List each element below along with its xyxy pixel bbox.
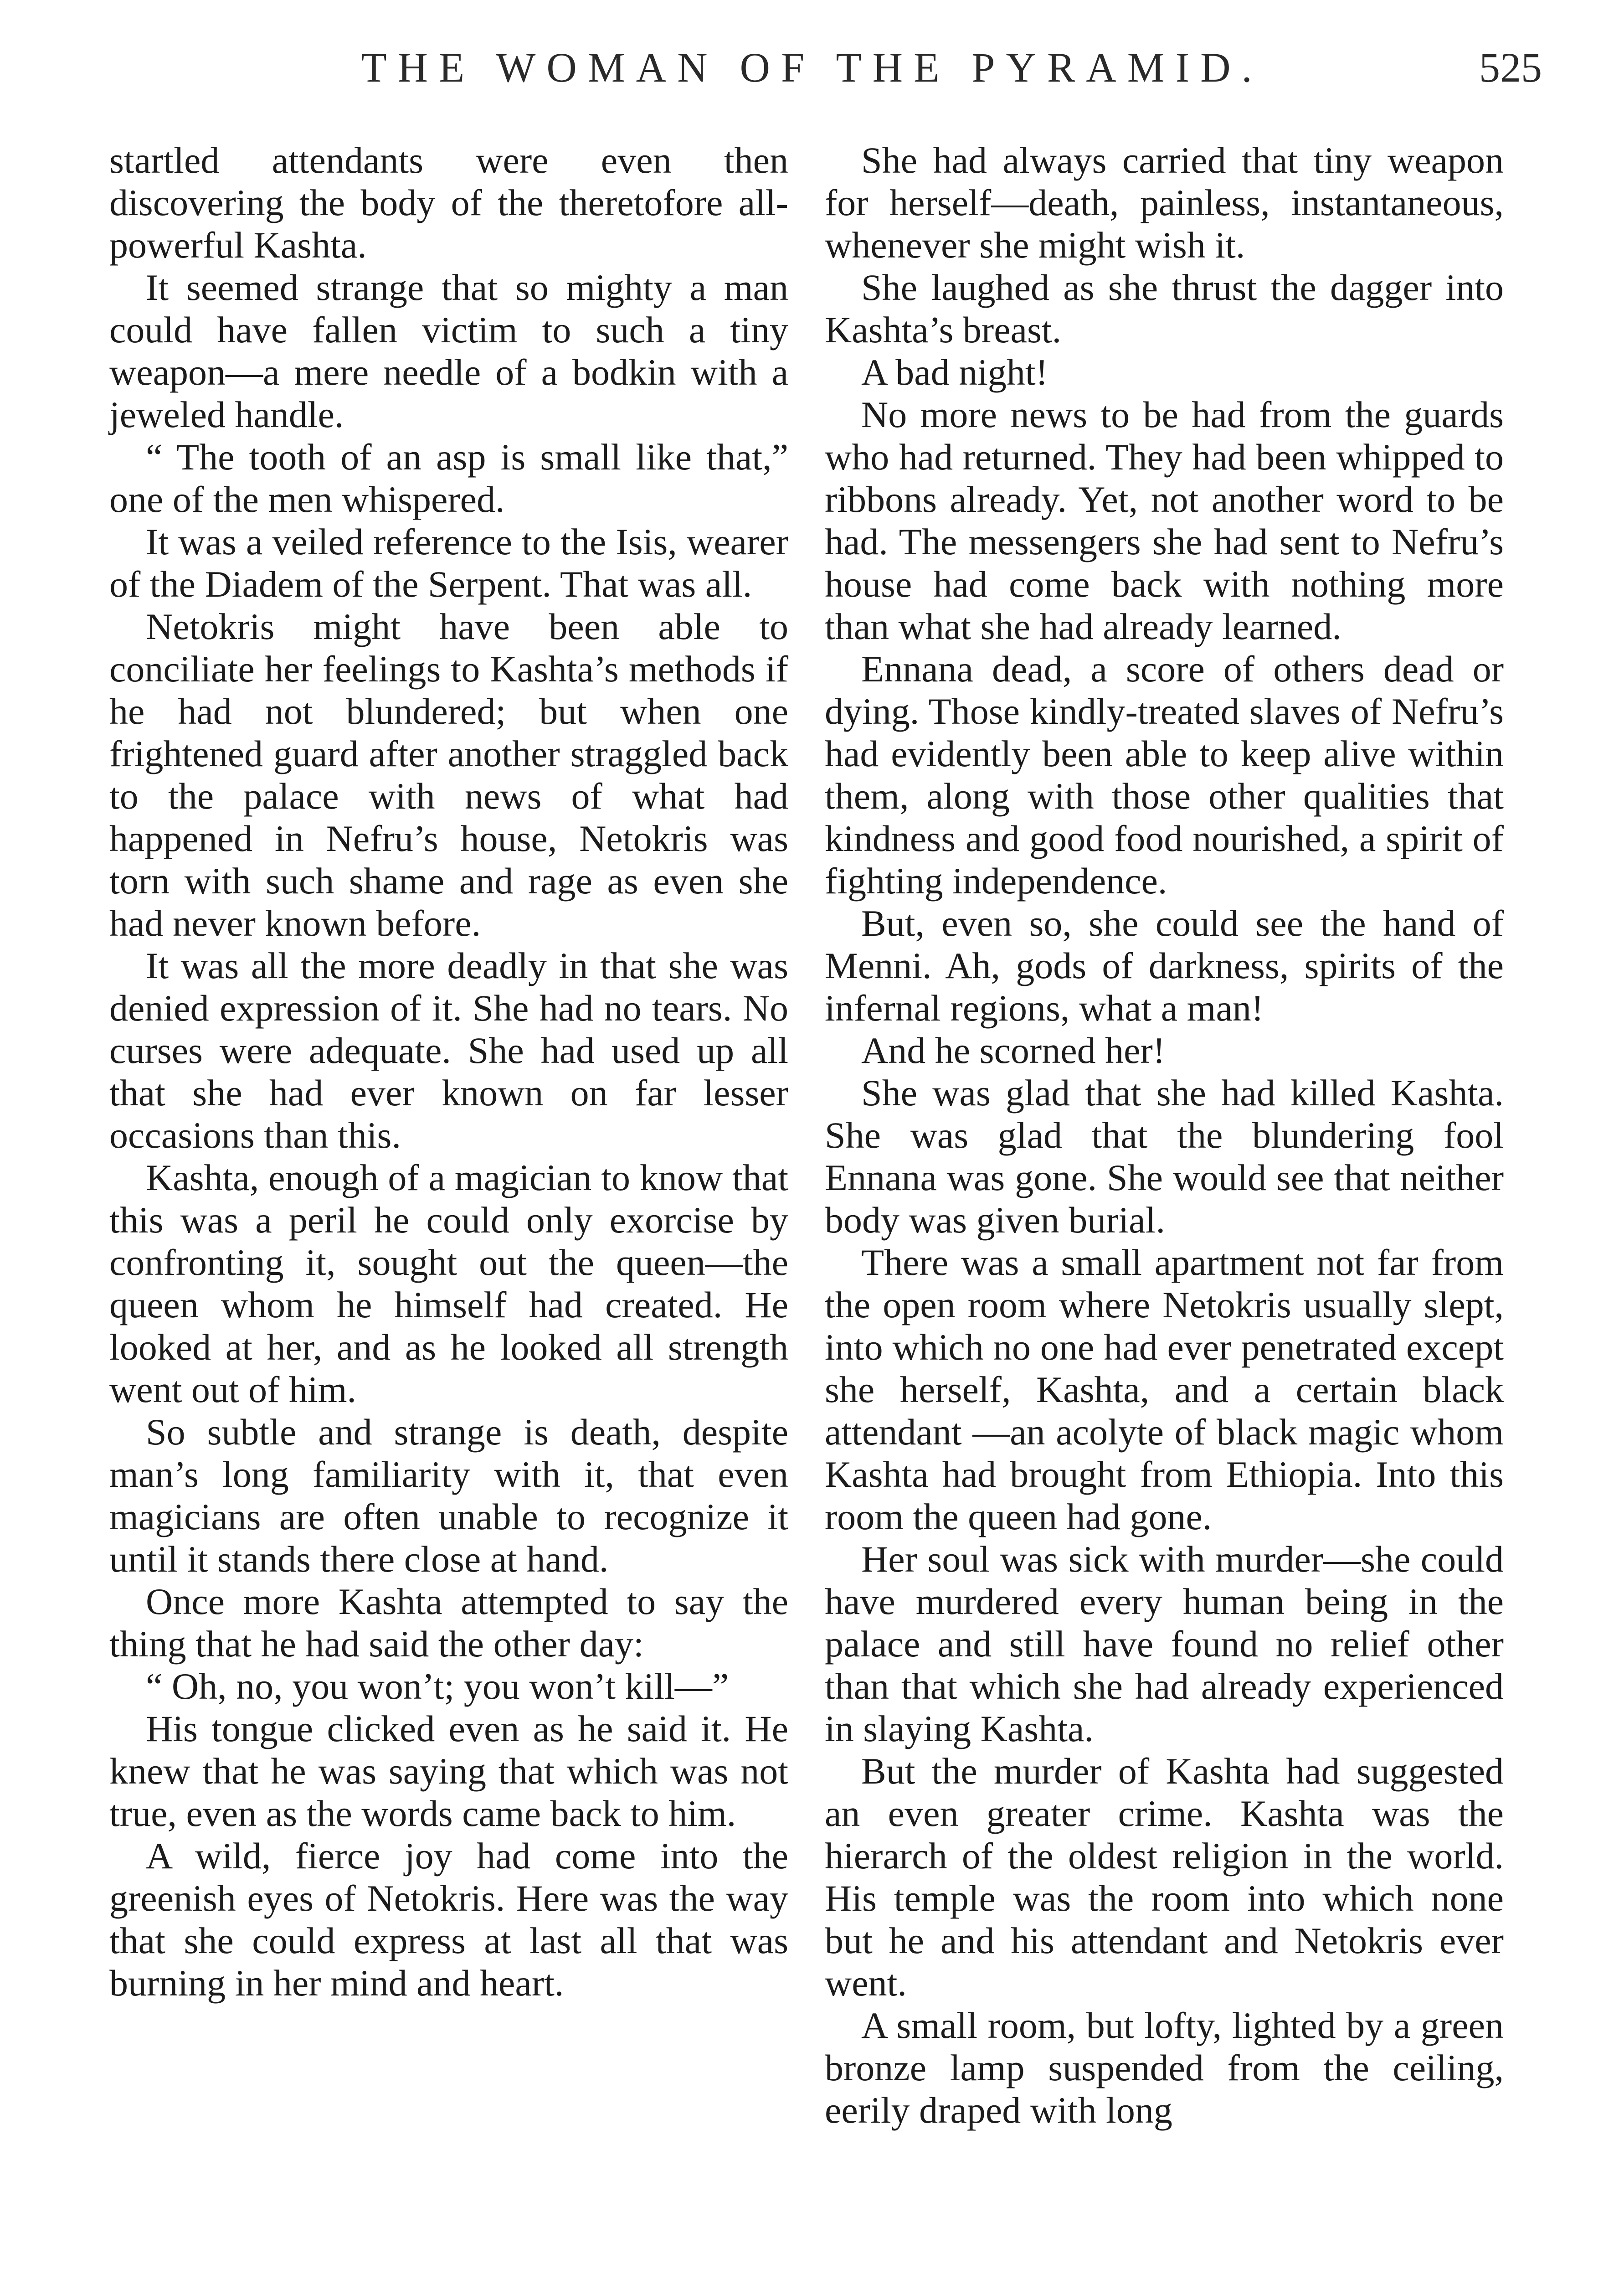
page-header <box>0 43 1624 107</box>
paragraph: It was all the more deadly in that she was denied expression of it. She had no tears. No curses were adequate. She had used up all that she had ever known on far lesser occasions than this. <box>109 945 788 1156</box>
left-column <box>109 139 788 2279</box>
paragraph: It seemed strange that so mighty a man could have fallen victim to such a tiny weapon—a mere needle of a bodkin with a jeweled handle. <box>109 267 788 435</box>
paragraph: Ennana dead, a score of others dead or dying. Those kindly-treated slaves of Nefru’s had evidently been able to keep alive within them, along with those other qualities that kindness and good food nourished, a spirit of fighting independence. <box>825 648 1504 902</box>
page-number: 525 <box>1479 44 1542 91</box>
paragraph: A bad night! <box>861 351 1048 393</box>
paragraph: Her soul was sick with murder—she could have murdered every human being in the palace and still have found no relief other than that which she had already experienced in slaying Kashta. <box>825 1538 1504 1749</box>
paragraph: A small room, but lofty, lighted by a green bronze lamp suspended from the ceiling, eerily draped with long <box>825 2005 1504 2131</box>
paragraph: She was glad that she had killed Kashta. She was glad that the blundering fool Ennana was gone. She would see that neither body was given burial. <box>825 1072 1504 1241</box>
paragraph: “ Oh, no, you won’t; you won’t kill—” <box>146 1665 729 1707</box>
paragraph: A wild, fierce joy had come into the greenish eyes of Netokris. Here was the way that she could express at last all that was burning in her mind and heart. <box>109 1835 788 2004</box>
paragraph: startled attendants were even then discovering the body of the theretofore all-powerful Kashta. <box>109 139 788 266</box>
paragraph: “ The tooth of an asp is small like that,” one of the men whispered. <box>109 436 788 520</box>
paragraph: Once more Kashta attempted to say the thing that he had said the other day: <box>109 1581 788 1665</box>
paragraph: She had always carried that tiny weapon for herself—death, painless, instantaneous, whenever she might wish it. <box>825 139 1504 266</box>
paragraph: His tongue clicked even as he said it. He knew that he was saying that which was not true, even as the words came back to him. <box>109 1708 788 1834</box>
paragraph: Kashta, enough of a magician to know that this was a peril he could only exorcise by confronting it, sought out the queen—the queen whom he himself had created. He looked at her, and as he looked all strength went out of him. <box>109 1157 788 1410</box>
paragraph: No more news to be had from the guards who had returned. They had been whipped to ribbons already. Yet, not another word to be had. The messengers she had sent to Nefru’s house had come back with nothing more than what she had already learned. <box>825 394 1504 647</box>
running-title: THE WOMAN OF THE PYRAMID. <box>361 44 1263 91</box>
paragraph: But the murder of Kashta had suggested an even greater crime. Kashta was the hierarch of the oldest religion in the world. His temple was the room into which none but he and his attendant and Netokris ever went. <box>825 1750 1504 2004</box>
paragraph: It was a veiled reference to the Isis, wearer of the Diadem of the Serpent. That was all. <box>109 521 788 605</box>
paragraph: There was a small apartment not far from the open room where Netokris usually slept, into which no one had ever penetrated except she herself, Kashta, and a certain black attendant —an acolyte of black magic whom Kashta had brought from Ethiopia. Into this room the queen had gone. <box>825 1242 1504 1537</box>
paragraph: But, even so, she could see the hand of Menni. Ah, gods of darkness, spirits of the infernal regions, what a man! <box>825 902 1504 1029</box>
paragraph: And he scorned her! <box>861 1030 1166 1071</box>
right-column <box>825 139 1504 2279</box>
paragraph: She laughed as she thrust the dagger into Kashta’s breast. <box>825 267 1504 351</box>
paragraph: So subtle and strange is death, despite man’s long familiarity with it, that even magicians are often unable to recognize it until it stands there close at hand. <box>109 1411 788 1580</box>
paragraph: Netokris might have been able to conciliate her feelings to Kashta’s methods if he had not blundered; but when one frightened guard after another straggled back to the palace with news of what had happened in Nefru’s house, Netokris was torn with such shame and rage as even she had never known before. <box>109 606 788 944</box>
